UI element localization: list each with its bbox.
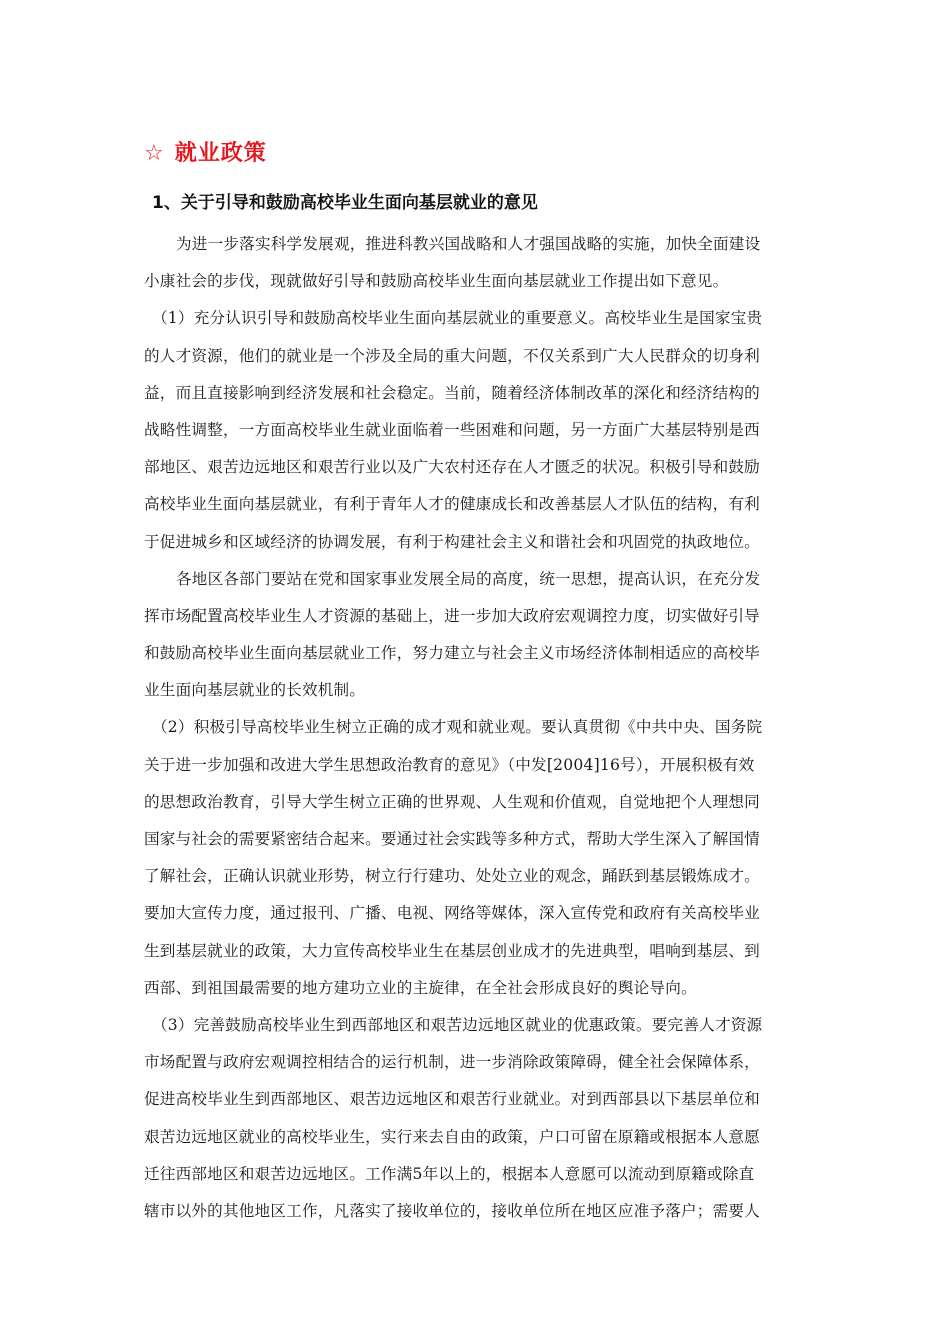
section-title: 就业政策 [174,141,267,166]
text-line: 辖市以外的其他地区工作，凡落实了接收单位的，接收单位所在地区应准予落户；需要人 [144,1201,760,1220]
text-line: 迁往西部地区和艰苦边远地区。工作满5年以上的，根据本人意愿可以流动到原籍或除直 [144,1164,755,1183]
text-line: 促进高校毕业生到西部地区、艰苦边远地区和艰苦行业就业。对到西部县以下基层单位和 [144,1090,760,1109]
body-text [144,226,808,1230]
text-line: 挥市场配置高校毕业生人才资源的基础上，进一步加大政府宏观调控力度，切实做好引导 [144,606,760,625]
text-line: 国家与社会的需要紧密结合起来。要通过社会实践等多种方式，帮助大学生深入了解国情 [144,830,760,848]
text-line: 各地区各部门要站在党和国家事业发展全局的高度，统一思想，提高认识，在充分发 [176,569,761,588]
text-line: 小康社会的步伐，现就做好引导和鼓励高校毕业生面向基层就业工作提出如下意见。 [144,272,729,291]
text-line: 艰苦边远地区就业的高校毕业生，实行来去自由的政策，户口可留在原籍或根据本人意愿 [144,1127,760,1146]
text-line: （3）完善鼓励高校毕业生到西部地区和艰苦边远地区就业的优惠政策。要完善人才资源 [152,1015,763,1034]
text-line: 的思想政治教育，引导大学生树立正确的世界观、人生观和价值观，自觉地把个人理想同 [144,792,760,811]
text-line: 部地区、艰苦边远地区和艰苦行业以及广大农村还存在人才匮乏的状况。积极引导和鼓励 [144,458,760,477]
text-line: 业生面向基层就业的长效机制。 [144,681,366,700]
text-line: 市场配置与政府宏观调控相结合的运行机制，进一步消除政策障碍，健全社会保障体系， [144,1053,760,1072]
text-line: 为进一步落实科学发展观，推进科教兴国战略和人才强国战略的实施，加快全面建设 [176,235,761,253]
text-line: 关于进一步加强和改进大学生思想政治教育的意见》（中发[2004]16号），开展积极有效 [144,755,755,774]
text-line: 的人才资源，他们的就业是一个涉及全局的重大问题，不仅关系到广大人民群众的切身利 [144,346,760,365]
text-line: 益，而且直接影响到经济发展和社会稳定。当前，随着经济体制改革的深化和经济结构的 [144,383,760,402]
text-line: 和鼓励高校毕业生面向基层就业工作，努力建立与社会主义市场经济体制相适应的高校毕 [144,644,760,663]
text-line: 生到基层就业的政策，大力宣传高校毕业生在基层创业成才的先进典型，唱响到基层、到 [144,941,760,960]
section-heading [144,136,267,167]
text-line: 了解社会，正确认识就业形势，树立行行建功、处处立业的观念，踊跃到基层锻炼成才。 [144,867,760,886]
text-line: 战略性调整，一方面高校毕业生就业面临着一些困难和问题，另一方面广大基层特别是西 [144,420,760,439]
text-line: （2）积极引导高校毕业生树立正确的成才观和就业观。要认真贯彻《中共中央、国务院 [152,718,763,737]
text-line: 要加大宣传力度，通过报刊、广播、电视、网络等媒体，深入宣传党和政府有关高校毕业 [144,904,760,923]
text-line: 于促进城乡和区域经济的协调发展，有利于构建社会主义和谐社会和巩固党的执政地位。 [144,532,760,551]
text-line: 高校毕业生面向基层就业，有利于青年人才的健康成长和改善基层人才队伍的结构，有利 [144,495,760,514]
text-line: 西部、到祖国最需要的地方建功立业的主旋律，在全社会形成良好的舆论导向。 [144,978,697,997]
star-icon: ☆ [144,141,165,166]
subtitle: 1、关于引导和鼓励高校毕业生面向基层就业的意见 [152,193,538,213]
text-line: （1）充分认识引导和鼓励高校毕业生面向基层就业的重要意义。高校毕业生是国家宝贵 [152,309,763,328]
